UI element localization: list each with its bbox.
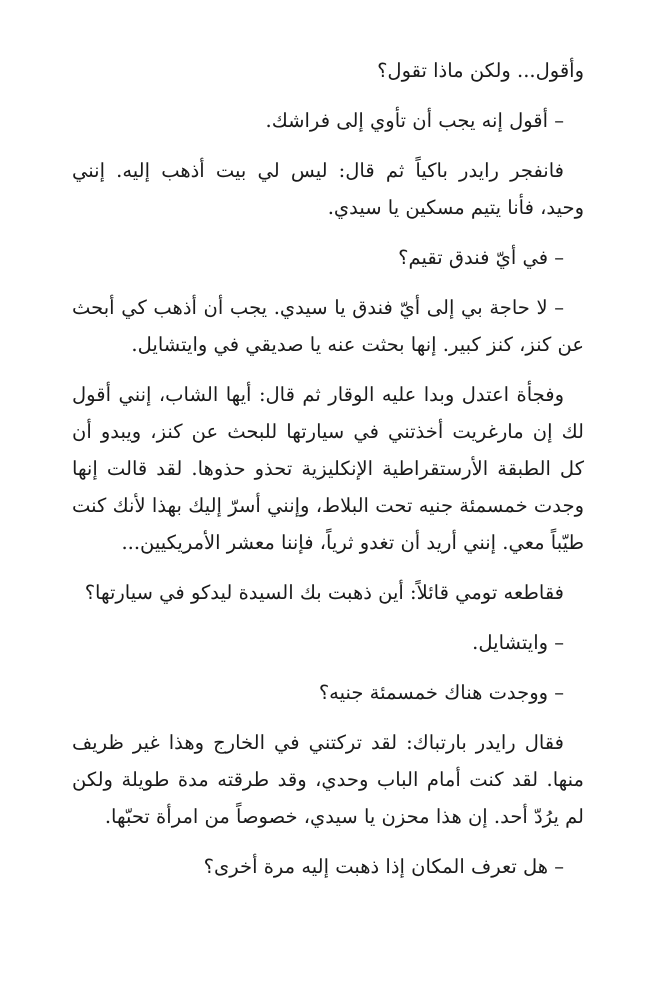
paragraph-9: – ووجدت هناك خمسمئة جنيه؟ — [318, 681, 564, 704]
paragraph-10: فقال رايدر بارتباك: لقد تركتني في الخارج وهذا غير ظريف منها. لقد كنت أمام الباب وحدي، وقد طرقته مدة طويلة ولكن لم يرُدّ أحد. إن هذا محزن يا سيدي، خصوصاً من امرأة تحبّها. — [72, 731, 584, 828]
paragraph-3: فانفجر رايدر باكياً ثم قال: ليس لي بيت أذهب إليه. إنني وحيد، فأنا يتيم مسكين يا سيدي. — [72, 159, 584, 219]
page-text-block — [72, 52, 584, 898]
paragraph-7: فقاطعه تومي قائلاً: أين ذهبت بك السيدة ليدكو في سيارتها؟ — [84, 581, 564, 604]
paragraph-4: – في أيّ فندق تقيم؟ — [398, 246, 564, 269]
paragraph-2: – أقول إنه يجب أن تأوي إلى فراشك. — [265, 109, 564, 132]
paragraph-11: – هل تعرف المكان إذا ذهبت إليه مرة أخرى؟ — [203, 855, 564, 878]
paragraph-1: وأقول... ولكن ماذا تقول؟ — [377, 59, 584, 82]
paragraph-6: وفجأة اعتدل وبدا عليه الوقار ثم قال: أيها الشاب، إنني أقول لك إن مارغريت أخذتني في سيارتها للبحث عن كنز، ويبدو أن كل الطبقة الأرستقراطية الإنكليزية تحذو حذوها. لقد قالت إنها وجدت خمسمئة جنيه تحت البلاط، وإنني أسرّ إليك بهذا لأنك كنت طيّباً معي. إنني أريد أن تغدو ثرياً، فإننا معشر الأمريكيين... — [72, 383, 584, 554]
paragraph-5: – لا حاجة بي إلى أيّ فندق يا سيدي. يجب أن أذهب كي أبحث عن كنز، كنز كبير. إنها بحثت عنه يا صديقي في وايتشايل. — [72, 296, 584, 356]
paragraph-8: – وايتشايل. — [472, 631, 564, 654]
